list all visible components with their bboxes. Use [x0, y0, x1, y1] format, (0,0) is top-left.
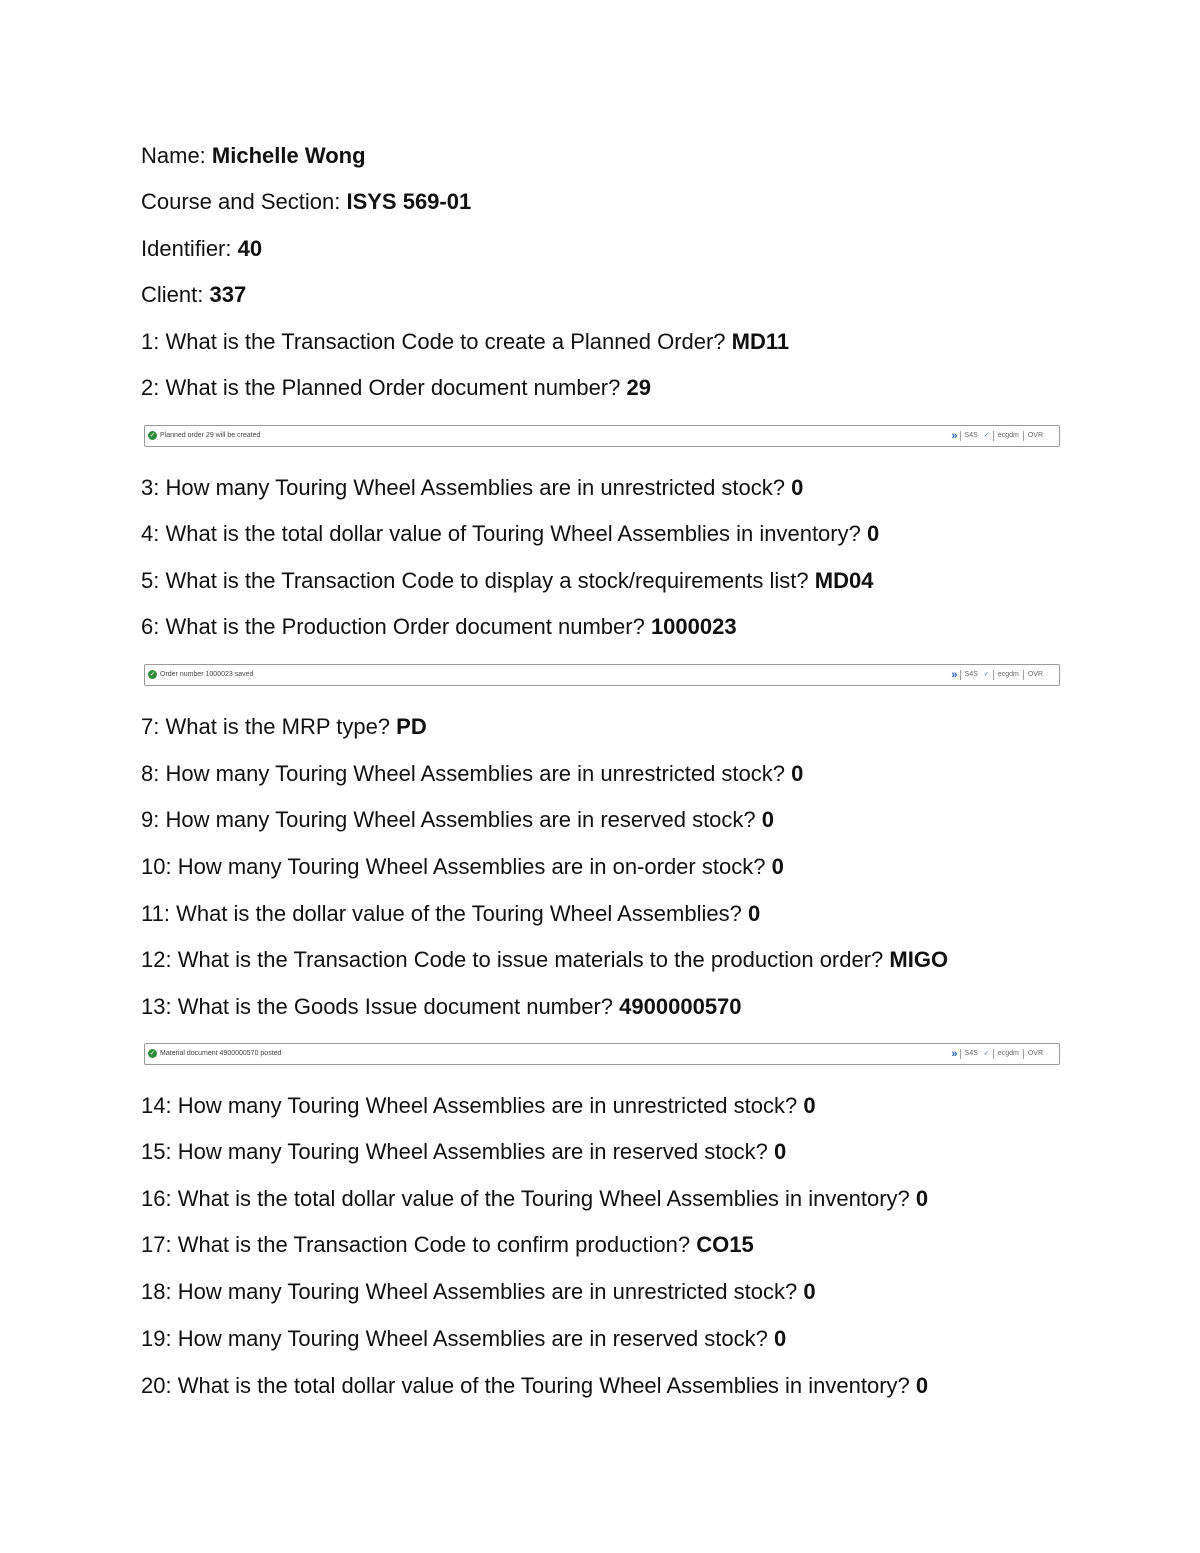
system-field: S4S ✓ [960, 431, 993, 441]
question-6 [141, 613, 737, 641]
sap-status-bar-goods-issue [144, 1043, 1060, 1065]
student-name-line [141, 142, 366, 170]
status-fields [951, 669, 1047, 681]
chevron-down-icon: ✓ [983, 1051, 989, 1057]
question-text: 11: What is the dollar value of the Touring Wheel Assemblies? [141, 901, 742, 926]
status-fields [951, 430, 1047, 442]
question-14 [141, 1092, 816, 1120]
question-text: 17: What is the Transaction Code to confirm production? [141, 1232, 691, 1257]
question-15 [141, 1138, 786, 1166]
course-value: ISYS 569-01 [346, 189, 472, 214]
question-text: 1: What is the Transaction Code to create a Planned Order? [141, 329, 726, 354]
answer-text: 0 [803, 1279, 816, 1304]
question-1 [141, 328, 789, 356]
course-line [141, 188, 471, 216]
answer-text: CO15 [696, 1232, 754, 1257]
chevron-down-icon: ✓ [983, 433, 989, 439]
question-19 [141, 1325, 786, 1353]
client-line [141, 281, 246, 309]
question-18 [141, 1278, 816, 1306]
question-12 [141, 946, 948, 974]
question-11 [141, 900, 760, 928]
name-label: Name: [141, 143, 206, 168]
answer-text: 29 [626, 375, 651, 400]
question-text: 16: What is the total dollar value of the Touring Wheel Assemblies in inventory? [141, 1186, 910, 1211]
sap-status-bar-production-order [144, 664, 1060, 686]
question-5 [141, 567, 873, 595]
question-text: 15: How many Touring Wheel Assemblies are in reserved stock? [141, 1139, 768, 1164]
question-text: 4: What is the total dollar value of Touring Wheel Assemblies in inventory? [141, 521, 861, 546]
success-check-icon: ✓ [149, 432, 156, 439]
answer-text: PD [396, 714, 427, 739]
identifier-line [141, 235, 262, 263]
user-field: ecgdm [993, 670, 1023, 680]
question-text: 2: What is the Planned Order document number? [141, 375, 621, 400]
answer-text: 0 [774, 1326, 787, 1351]
question-text: 18: How many Touring Wheel Assemblies are in unrestricted stock? [141, 1279, 798, 1304]
mode-field: OVR [1023, 670, 1047, 680]
client-label: Client: [141, 282, 204, 307]
answer-text: MD11 [731, 329, 790, 354]
status-fields [951, 1048, 1047, 1060]
success-check-icon: ✓ [149, 1050, 156, 1057]
status-message: Planned order 29 will be created [160, 432, 261, 439]
status-message: Order number 1000023 saved [160, 671, 254, 678]
question-13 [141, 993, 742, 1021]
question-9 [141, 806, 774, 834]
identifier-value: 40 [237, 236, 263, 261]
answer-text: 0 [791, 761, 804, 786]
answer-text: 4900000570 [619, 994, 742, 1019]
question-text: 14: How many Touring Wheel Assemblies are in unrestricted stock? [141, 1093, 798, 1118]
client-value: 337 [209, 282, 247, 307]
name-value: Michelle Wong [211, 143, 366, 168]
question-10 [141, 853, 784, 881]
system-field: S4S ✓ [960, 670, 993, 680]
question-3 [141, 474, 803, 502]
answer-text: 0 [803, 1093, 816, 1118]
answer-text: 0 [915, 1373, 929, 1398]
question-text: 6: What is the Production Order document number? [141, 614, 645, 639]
sap-status-bar-planned-order [144, 425, 1060, 447]
mode-field: OVR [1023, 1049, 1047, 1059]
question-text: 3: How many Touring Wheel Assemblies are in unrestricted stock? [141, 475, 785, 500]
answer-text: 0 [915, 1186, 929, 1211]
answer-text: MIGO [889, 947, 949, 972]
answer-text: 0 [747, 901, 761, 926]
double-chevron-right-icon: » [951, 1048, 958, 1060]
answer-text: MD04 [814, 568, 874, 593]
double-chevron-right-icon: » [951, 430, 958, 442]
identifier-label: Identifier: [141, 236, 232, 261]
question-16 [141, 1185, 928, 1213]
question-text: 5: What is the Transaction Code to display a stock/requirements list? [141, 568, 809, 593]
question-text: 19: How many Touring Wheel Assemblies are in reserved stock? [141, 1326, 768, 1351]
question-text: 13: What is the Goods Issue document number? [141, 994, 614, 1019]
answer-text: 0 [771, 854, 784, 879]
answer-text: 0 [791, 475, 804, 500]
user-field: ecgdm [993, 1049, 1023, 1059]
course-label: Course and Section: [141, 189, 341, 214]
question-text: 12: What is the Transaction Code to issue materials to the production order? [141, 947, 884, 972]
success-check-icon: ✓ [149, 671, 156, 678]
question-4 [141, 520, 879, 548]
system-field: S4S ✓ [960, 1049, 993, 1059]
question-2 [141, 374, 651, 402]
status-message: Material document 4900000570 posted [160, 1050, 282, 1057]
chevron-down-icon: ✓ [983, 672, 989, 678]
question-text: 20: What is the total dollar value of the Touring Wheel Assemblies in inventory? [141, 1373, 910, 1398]
question-text: 8: How many Touring Wheel Assemblies are in unrestricted stock? [141, 761, 785, 786]
question-text: 7: What is the MRP type? [141, 714, 391, 739]
answer-text: 0 [866, 521, 880, 546]
double-chevron-right-icon: » [951, 669, 958, 681]
answer-text: 0 [774, 1139, 787, 1164]
question-17 [141, 1231, 754, 1259]
mode-field: OVR [1023, 431, 1047, 441]
answer-text: 0 [761, 807, 775, 832]
question-text: 10: How many Touring Wheel Assemblies are in on-order stock? [141, 854, 766, 879]
question-8 [141, 760, 803, 788]
question-text: 9: How many Touring Wheel Assemblies are in reserved stock? [141, 807, 756, 832]
user-field: ecgdm [993, 431, 1023, 441]
question-7 [141, 713, 427, 741]
answer-text: 1000023 [650, 614, 737, 639]
question-20 [141, 1372, 928, 1400]
